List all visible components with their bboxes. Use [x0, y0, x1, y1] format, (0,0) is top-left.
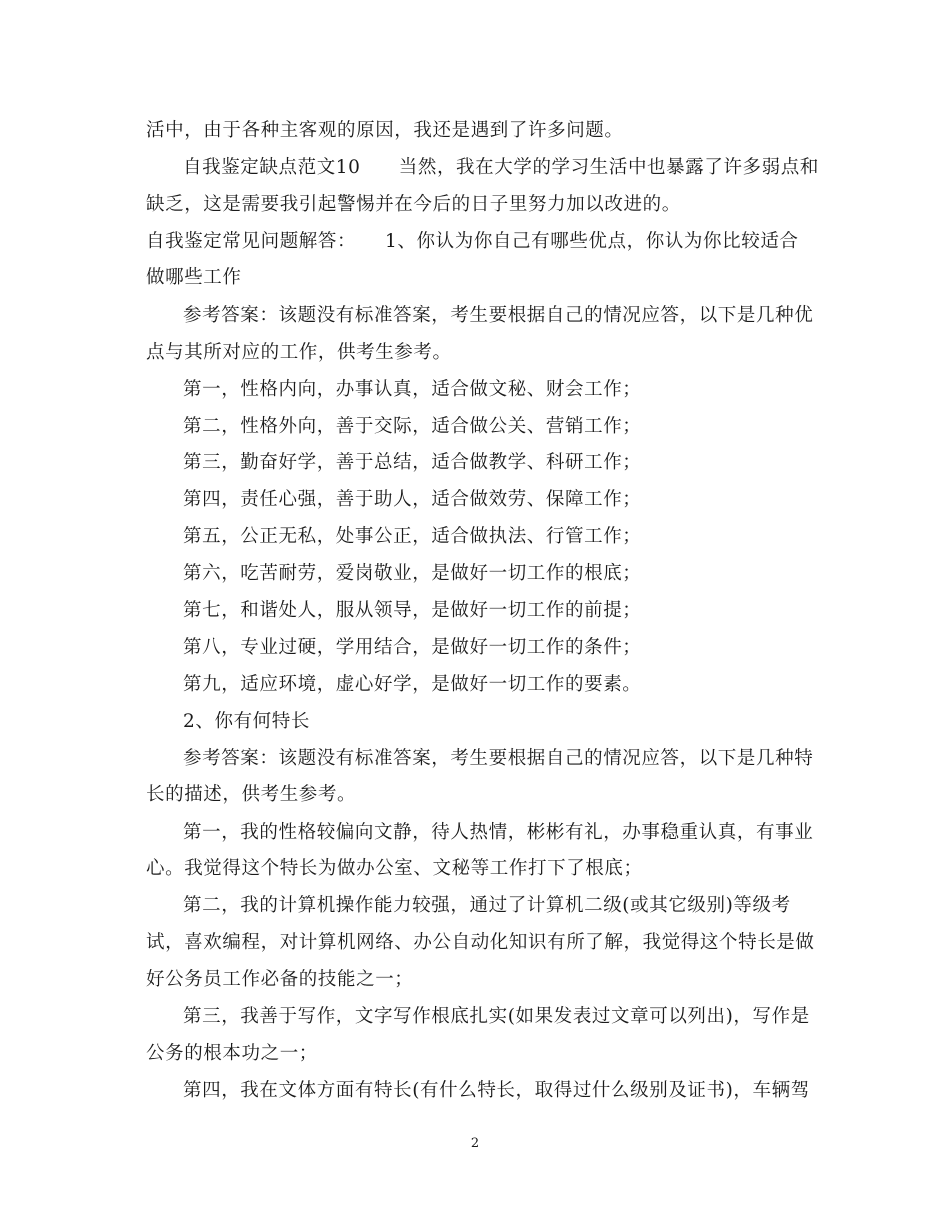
text-line: 参考答案：该题没有标准答案，考生要根据自己的情况应答，以下是几种优 — [183, 305, 814, 326]
text-line: 第二，性格外向，善于交际，适合做公关、营销工作； — [183, 416, 642, 437]
text-line: 参考答案：该题没有标准答案，考生要根据自己的情况应答，以下是几种特 — [183, 748, 814, 769]
text-line: 第三，勤奋好学，善于总结，适合做教学、科研工作； — [183, 452, 642, 473]
text-line: 第五，公正无私，处事公正，适合做执法、行管工作； — [183, 526, 642, 547]
text-line: 做哪些工作 — [146, 267, 242, 288]
text-line: 长的描述，供考生参考。 — [146, 784, 357, 805]
text-line: 第四，我在文体方面有特长(有什么特长，取得过什么级别及证书)，车辆驾 — [183, 1080, 810, 1101]
text-line: 第一，我的性格较偏向文静，待人热情，彬彬有礼，办事稳重认真，有事业 — [183, 822, 814, 843]
text-line: 第九，适应环境，虚心好学，是做好一切工作的要素。 — [183, 674, 642, 695]
text-line: 试，喜欢编程，对计算机网络、办公自动化知识有所了解，我觉得这个特长是做 — [146, 932, 815, 953]
text-line: 自我鉴定缺点范文10 当然，我在大学的学习生活中也暴露了许多弱点和 — [183, 157, 819, 178]
text-line: 缺乏，这是需要我引起警惕并在今后的日子里努力加以改进的。 — [146, 194, 681, 215]
text-line: 心。我觉得这个特长为做办公室、文秘等工作打下了根底； — [146, 858, 643, 879]
text-line: 第六，吃苦耐劳，爱岗敬业，是做好一切工作的根底； — [183, 563, 642, 584]
text-line: 活中，由于各种主客观的原因，我还是遇到了许多问题。 — [146, 120, 624, 141]
text-line: 好公务员工作必备的技能之一； — [146, 969, 414, 990]
text-line: 第八，专业过硬，学用结合，是做好一切工作的条件； — [183, 637, 642, 658]
text-line: 点与其所对应的工作，供考生参考。 — [146, 342, 452, 363]
text-line: 第三，我善于写作，文字写作根底扎实(如果发表过文章可以列出)，写作是 — [183, 1006, 810, 1027]
text-line: 第四，责任心强，善于助人，适合做效劳、保障工作； — [183, 489, 642, 510]
page-number: 2 — [470, 1136, 480, 1151]
text-line: 第二，我的计算机操作能力较强，通过了计算机二级(或其它级别)等级考 — [183, 895, 791, 916]
text-line: 公务的根本功之一； — [146, 1043, 318, 1064]
text-line: 自我鉴定常见问题解答： 1、你认为你自己有哪些优点，你认为你比较适合 — [146, 231, 799, 252]
text-line: 2、你有何特长 — [183, 711, 310, 732]
text-line: 第七，和谐处人，服从领导，是做好一切工作的前提； — [183, 600, 642, 621]
text-line: 第一，性格内向，办事认真，适合做文秘、财会工作； — [183, 379, 642, 400]
